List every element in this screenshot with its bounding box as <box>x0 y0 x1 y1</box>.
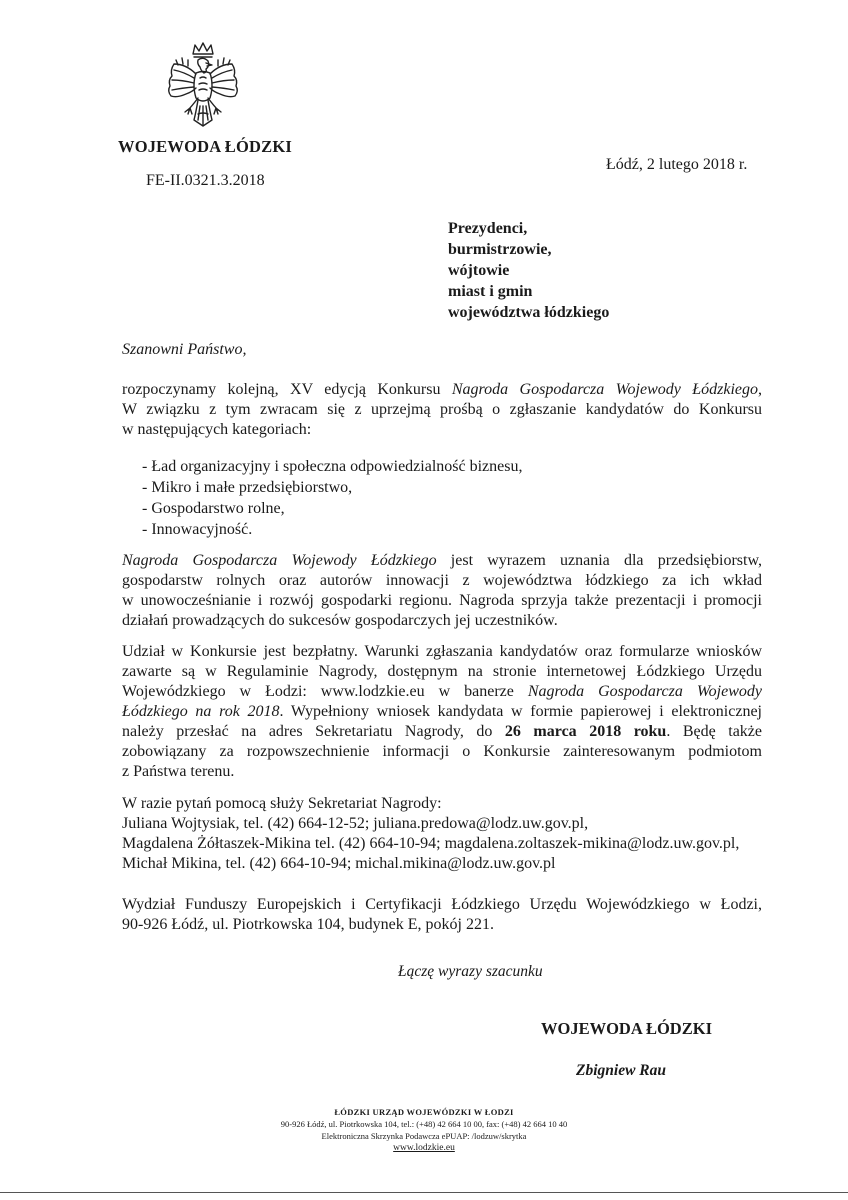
text-run: Wojewódzkiego w Łodzi: www.lodzkie.eu w banerze <box>122 683 528 700</box>
list-item: - Innowacyjność. <box>142 521 253 538</box>
footer-epuap: Elektroniczna Skrzynka Podawcza ePUAP: /lodzuw/skrytka <box>321 1131 527 1141</box>
text-line <box>122 380 762 400</box>
addressee-line: miast i gmin <box>448 283 533 300</box>
text-line: Udział w Konkursie jest bezpłatny. Warunki zgłaszania kandydatów oraz formularze wniosków <box>122 643 762 660</box>
text-run: , <box>758 381 763 398</box>
contacts-block <box>122 794 762 874</box>
signature-title: WOJEWODA ŁÓDZKI <box>541 1019 712 1038</box>
list-item: - Mikro i małe przedsiębiorstwo, <box>142 479 353 496</box>
list-item: - Ład organizacyjny i społeczna odpowiedzialność biznesu, <box>142 458 523 475</box>
addressee-line: województwa łódzkiego <box>448 304 610 321</box>
category-list <box>142 456 522 540</box>
text-line: gospodarstw rolnych oraz autorów innowacji z województwa łódzkiego za ich wkład <box>122 572 762 589</box>
text-line: zobowiązany za rozpowszechnienie informacji o Konkursie zainteresowanym podmiotom <box>122 743 762 760</box>
text-line: W związku z tym zwracam się z uprzejmą prośbą o zgłaszanie kandydatów do Konkursu <box>122 401 762 418</box>
text-line <box>122 551 762 571</box>
footer-address: 90-926 Łódź, ul. Piotrkowska 104, tel.: (+48) 42 664 10 00, fax: (+48) 42 664 10 40 <box>280 1119 568 1129</box>
text-line: działań prowadzących do sukcesów gospodarczych jej uczestników. <box>122 612 558 629</box>
text-run: . Będę także <box>666 723 762 740</box>
award-paragraph <box>122 551 762 631</box>
text-run: jest wyrazem uznania dla przedsiębiorstw, <box>436 552 762 569</box>
footer-website-link[interactable]: www.lodzkie.eu <box>393 1143 455 1153</box>
list-item: - Gospodarstwo rolne, <box>142 500 285 517</box>
closing-phrase: Łączę wyrazy szacunku <box>398 963 543 980</box>
eagle-emblem-icon <box>160 40 246 140</box>
text-line <box>122 702 762 722</box>
text-line: z Państwa terenu. <box>122 763 235 780</box>
intro-paragraph <box>122 380 762 440</box>
contact-line: Magdalena Żółtaszek-Mikina tel. (42) 664-10-94; magdalena.zoltaszek-mikina@lodz.uw.gov.pl, <box>122 835 740 852</box>
text-line: W razie pytań pomocą służy Sekretariat Nagrody: <box>122 795 442 812</box>
contact-line: Michał Mikina, tel. (42) 664-10-94; michal.mikina@lodz.uw.gov.pl <box>122 855 556 872</box>
text-run: . Wypełniony wniosek kandydata w formie papierowej i elektronicznej <box>279 703 762 720</box>
text-line <box>122 722 762 742</box>
text-run: należy przesłać na adres Sekretariatu Nagrody, do <box>122 723 505 740</box>
award-name: Nagroda Gospodarcza Wojewody Łódzkiego <box>451 381 759 398</box>
text-line: zawarte są w Regulaminie Nagrody, dostępnym na stronie internetowej Łódzkiego Urzędu <box>122 663 762 680</box>
addressee-line: wójtowie <box>448 262 510 279</box>
award-name: Nagroda Gospodarcza Wojewody Łódzkiego <box>122 552 437 569</box>
text-run: rozpoczynamy kolejną, XV edycją Konkursu <box>122 381 452 398</box>
footer <box>0 1106 848 1154</box>
issuer-heading: WOJEWODA ŁÓDZKI <box>118 137 292 156</box>
text-line: Wydział Funduszy Europejskich i Certyfikacji Łódzkiego Urzędu Wojewódzkiego w Łodzi, <box>122 896 762 913</box>
text-line: w unowocześnianie i rozwój gospodarki regionu. Nagroda sprzyja także prezentacji i promocji <box>122 592 762 609</box>
salutation: Szanowni Państwo, <box>122 341 247 358</box>
banner-name: Nagroda Gospodarcza Wojewody <box>527 683 762 700</box>
addressee-line: burmistrzowie, <box>448 241 552 258</box>
date-line: Łódź, 2 lutego 2018 r. <box>606 156 748 173</box>
participation-paragraph <box>122 642 762 782</box>
banner-name: Łódzkiego na rok 2018 <box>122 703 280 720</box>
addressee-block <box>448 218 609 323</box>
signature-name: Zbigniew Rau <box>576 1062 667 1079</box>
bottom-divider <box>0 1192 848 1193</box>
reference-number: FE-II.0321.3.2018 <box>146 172 265 189</box>
addressee-line: Prezydenci, <box>448 220 528 237</box>
contact-line: Juliana Wojtysiak, tel. (42) 664-12-52; juliana.predowa@lodz.uw.gov.pl, <box>122 815 589 832</box>
deadline-date: 26 marca 2018 roku <box>504 723 667 740</box>
department-address <box>122 895 762 935</box>
text-line: w następujących kategoriach: <box>122 421 312 438</box>
text-line <box>122 682 762 702</box>
text-line: 90-926 Łódź, ul. Piotrkowska 104, budynek E, pokój 221. <box>122 916 494 933</box>
footer-title: ŁÓDZKI URZĄD WOJEWÓDZKI W ŁODZI <box>334 1107 514 1117</box>
